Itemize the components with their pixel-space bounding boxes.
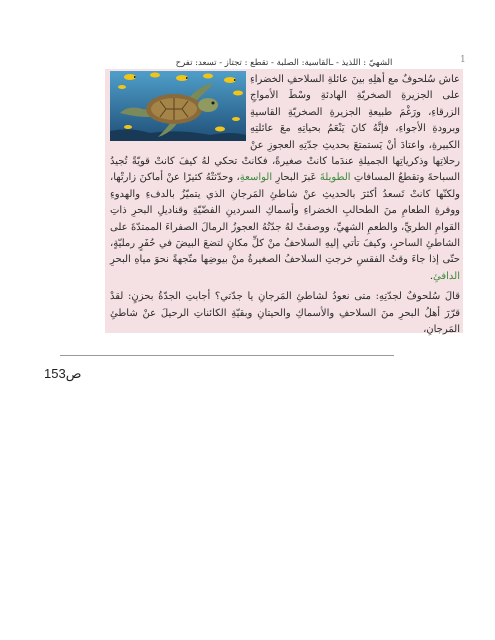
p1-seg-6: . [429,270,434,282]
story-paragraph-1 [110,72,460,285]
p1-seg-4: ، وحدّثتْهُ كثيرًا عنْ أماكنَ زارتْها، ولكنّها كانتْ تَسعدُ أكثرَ بالحديثِ عنْ شاطئِ المَرجانِ الذي يتميّزُ بالدفءِ والهدوءِ ووفرةِ الطعامِ منَ الطحالبِ الخضراءِ وأسماكِ السردينِ الفضّيّةِ وقناديلِ البحرِ ذاتِ القوامِ الطريِّ، والطعمِ الشهيِّ، ووصفتْ لهُ جدّتُهُ العجوزُ الرمالَ الصفراءَ الممتدّةَ على الشاطئِ الساحرِ، وكيفَ تأتي إليهِ السلاحفُ منْ كلِّ مكانٍ لتضعَ البيضَ في حُفَرٍ رمليّةٍ، حتّى إذا جاءَ وقتُ الفقسِ خرجتِ السلاحفُ الصغيرةُ منْ بيوضِها متّجهةً نحوَ مياهِ البحرِ [110,172,460,266]
story-text [110,72,460,339]
p1-seg-0: عاش سُلحوفٌ مع أهلِهِ بينَ عائلةِ السلاحفِ الخضراءِ على الجزيرةِ الصخريّةِ الهادئةِ وسْطَ الأمواجِ الزرقاءِ، ورَغْمَ طبيعةِ الجزيرةِ الصخريّةِ القاسيةِ وبرودةِ الأجواءِ، فإنَّهُ كانَ يَنْعَمُ بحياتِهِ معَ عائلتِهِ الكبيرةِ، واعتادَ أنْ يَستمتعَ بحديثِ جدّتِهِ العجوزِ عنْ رحلاتِها وذكرياتِها الجميلةِ عندَما كانتْ صغيرةً، فكانتْ تحكي لهُ كيفَ كانتْ قويّةً تُجيدُ السباحةَ وتقطعُ المسافاتِ [110,74,460,184]
image-float-space [110,72,250,142]
horizontal-divider [60,355,394,356]
p1-seg-5: الدافئِ [433,270,460,282]
page-corner-mark: 1 [460,55,466,65]
vocabulary-glossary: الشهيّ : اللذيذ - ـالقاسية: الصلبة - تقطع : تجتاز - تسعد: تفرح [175,58,393,68]
page-reference: ص153 [44,366,82,381]
p1-seg-3: الواسعةِ [239,172,273,184]
p1-seg-1: الطويلةَ [319,172,351,184]
p1-seg-2: عَبرَ البحارِ [272,172,320,184]
story-paragraph-2: قالَ سُلحوفٌ لجدّتِهِ: متى نعودُ لشاطئِ المَرجانِ يا جدّتي؟ أجابتِ الجدّةُ بحزنٍ: لقدْ قرّرَ أهلُ البحرِ منَ السلاحفِ والأسماكِ والحيتانِ وبقيّةِ الكائناتِ الرحيلَ عنْ شاطئِ المَرجانِ، [110,291,460,336]
